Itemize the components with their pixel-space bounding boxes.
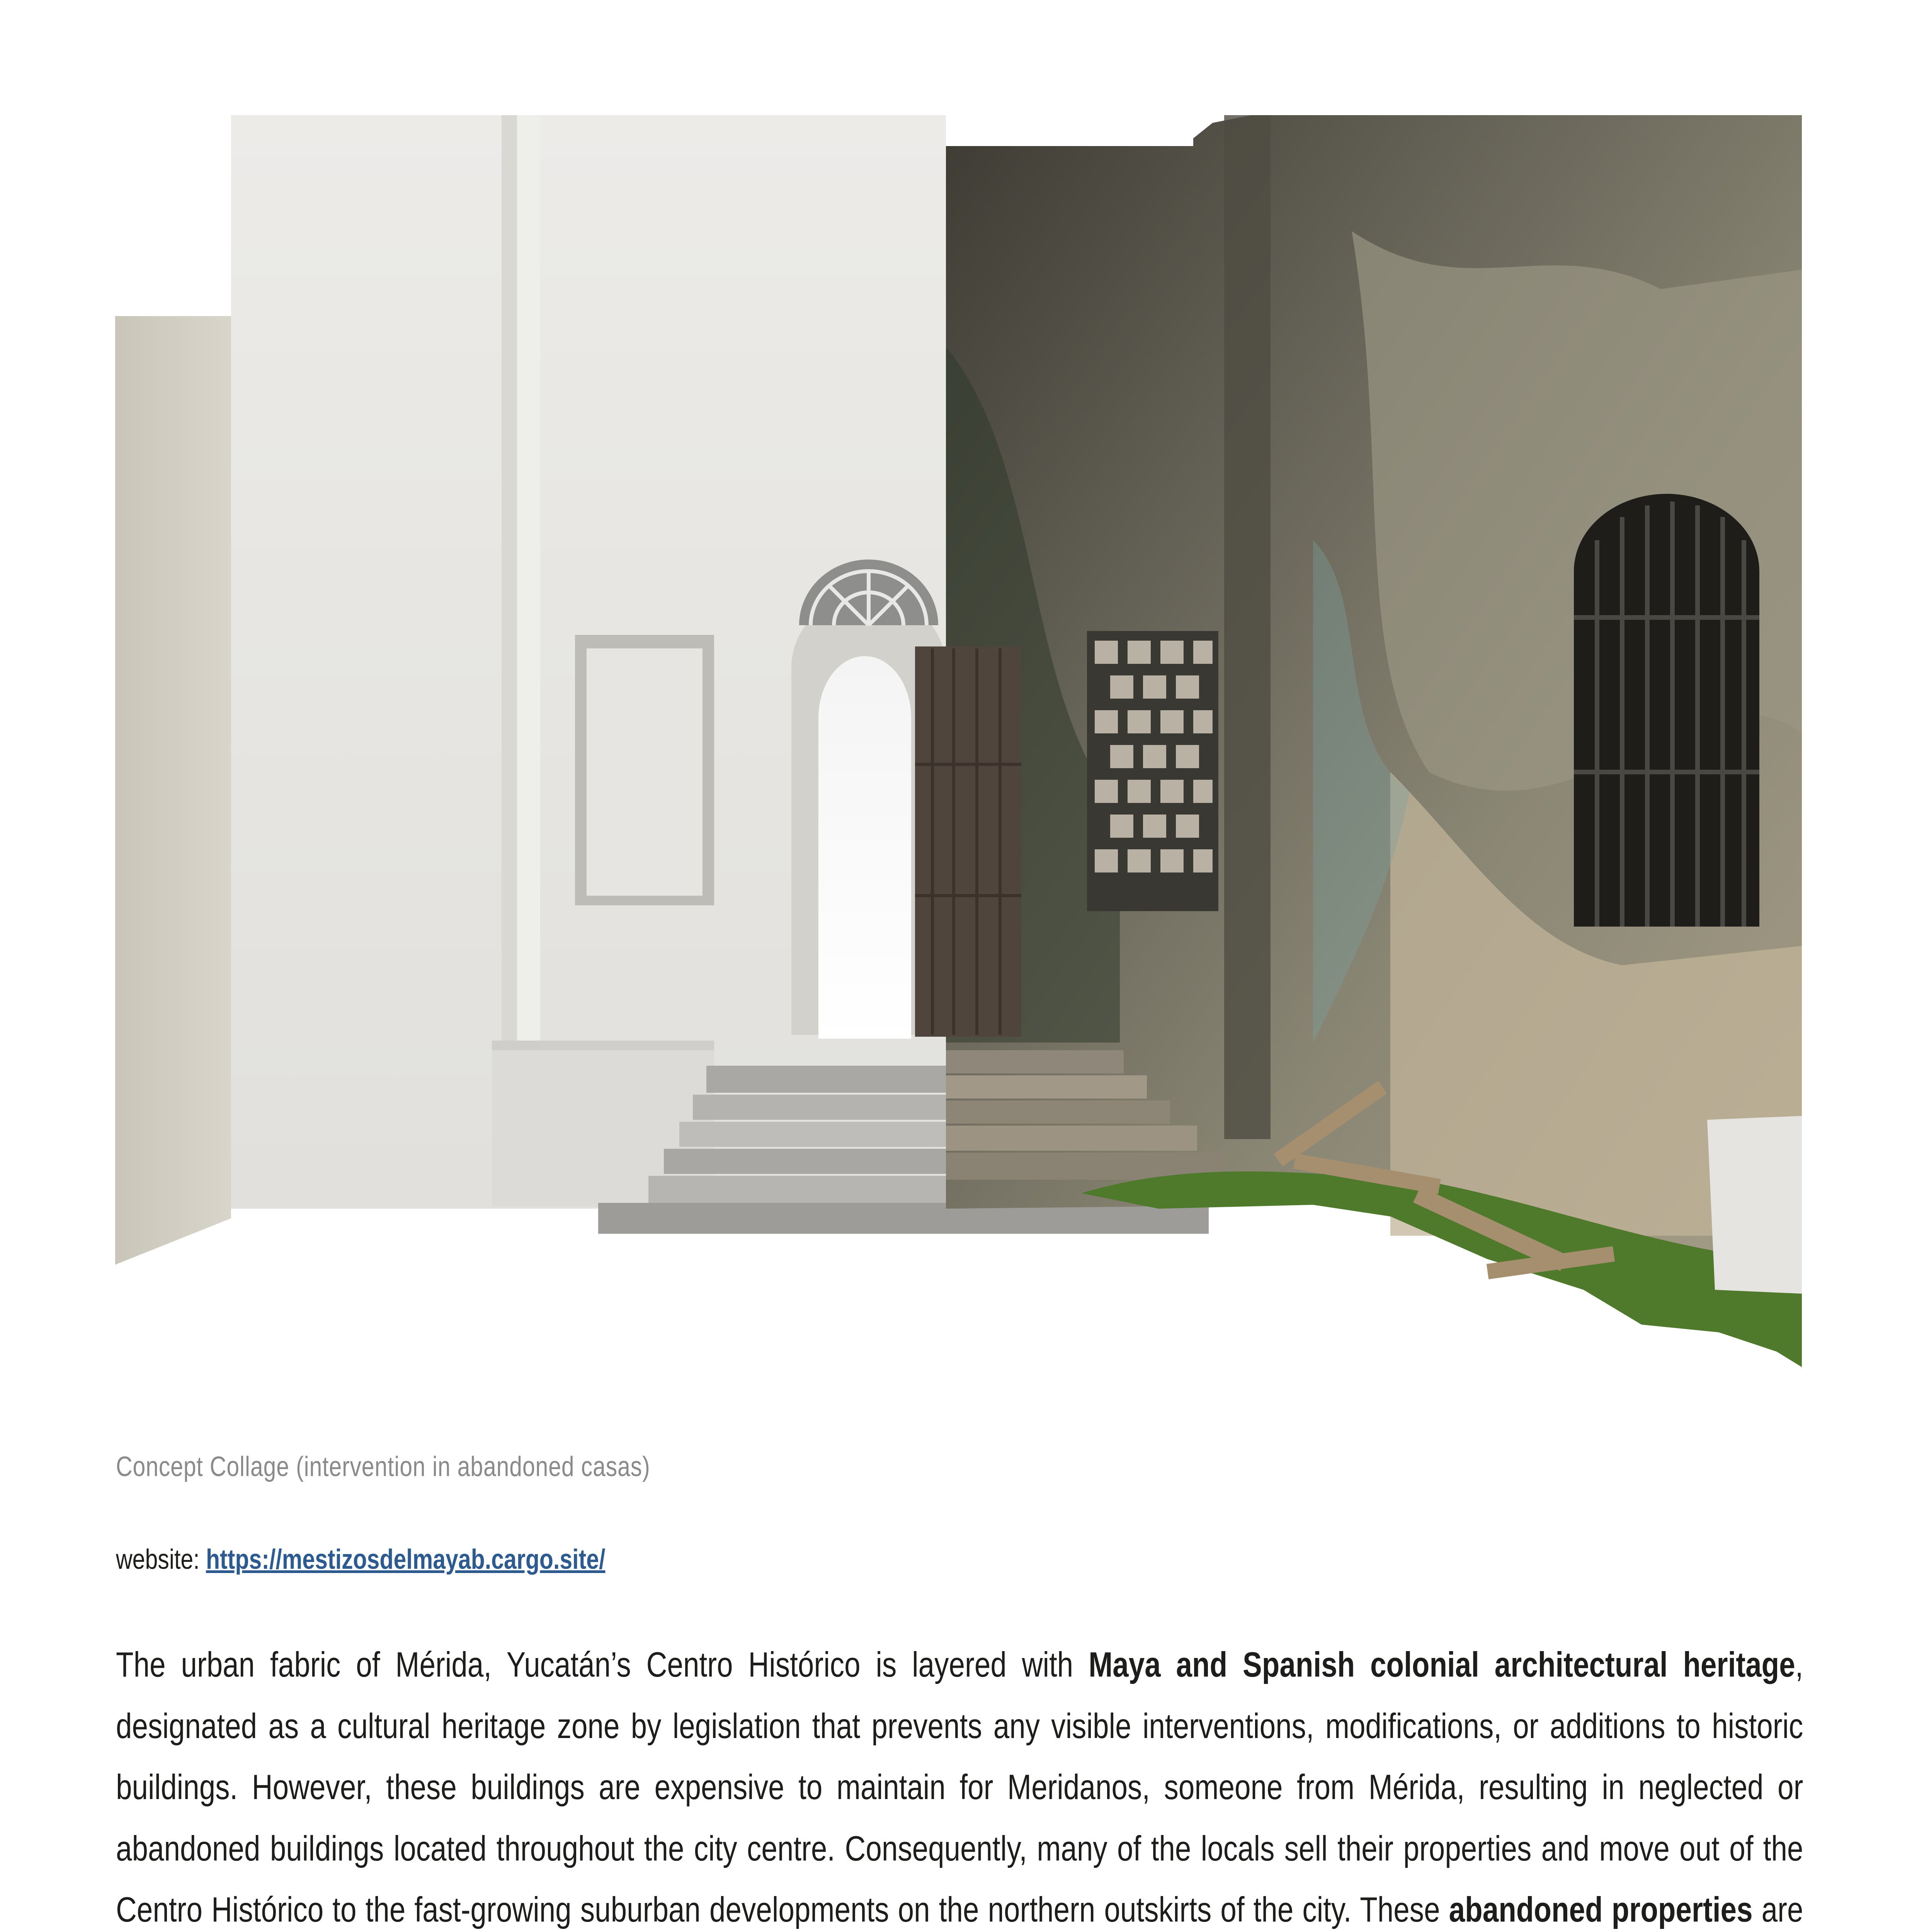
website-link[interactable]: https://mestizosdelmayab.cargo.site/ [206,1544,606,1575]
website-label: website: [116,1544,206,1575]
white-plinth-top [492,1041,714,1050]
ruined-wall-pilaster [1224,115,1271,1139]
lattice-blocks [1095,641,1213,872]
recessed-window-inner [587,648,703,896]
doorway-opening [818,656,911,1039]
image-caption: Concept Collage (intervention in abandoned casas) [116,1451,650,1482]
text-segment: The urban fabric of Mérida, Yucatán’s Centro Histórico is layered with [116,1645,1089,1684]
bold-text-segment: abandoned properties [1449,1890,1753,1929]
white-wall-pilaster [502,115,517,1046]
white-wall-pilaster-face [517,115,540,1046]
website-line [116,1544,605,1575]
concept-collage-image [115,115,1802,1367]
text-segment: are [1761,1890,1803,1929]
text-segment: , designated as a cultural heritage zone by legislation that prevents any visible interventions, modifications, or additions to historic buildings. However, these buildings are expensive to maintain for Meridanos, someone from Mérida, resulting in neglected or abandoned buildings located throughout the city centre. Consequently, many of the locals sell their properties and move out of the Centro Histórico to the fast-growing suburban developments on the northern outskirts of the city. These [116,1645,1803,1929]
left-side-wall-face [115,316,231,1265]
barred-arched-window [1574,494,1759,927]
bold-text-segment: Maya and Spanish colonial architectural heritage [1089,1645,1795,1684]
white-block [1707,1116,1802,1294]
body-paragraph [116,1634,1803,1932]
